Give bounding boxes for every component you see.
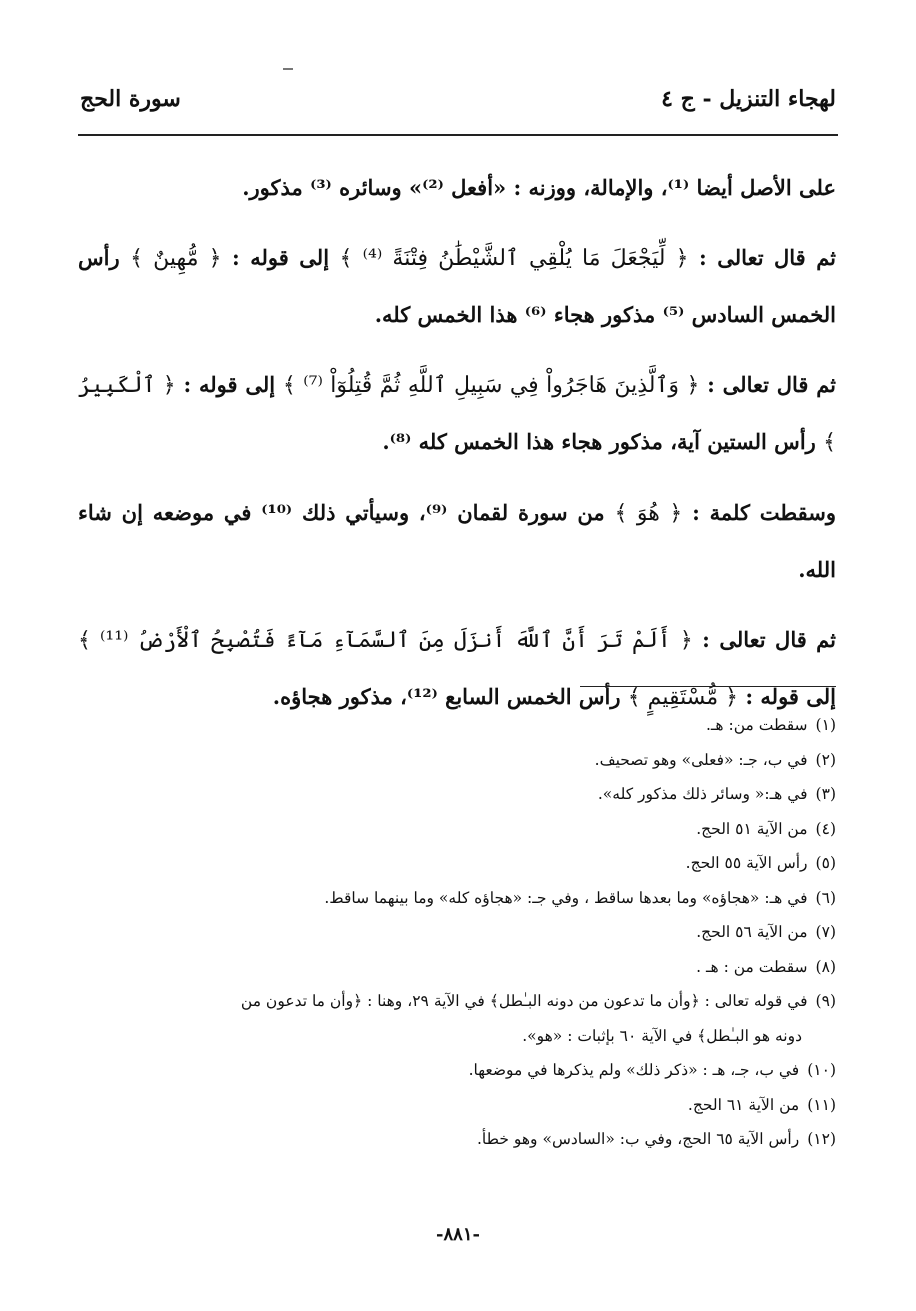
header-divider xyxy=(78,134,838,136)
footnote xyxy=(70,1088,836,1123)
paragraph-3 xyxy=(78,357,836,471)
footnote xyxy=(70,915,836,950)
footnote-text: في ب، جـ، هـ : «ذكر ذلك» ولم يذكرها في موضعها. xyxy=(468,1061,800,1079)
footnote-number: (٦) xyxy=(815,888,836,907)
footnote xyxy=(70,743,836,778)
paragraph-2 xyxy=(78,230,836,343)
footnote-text: من الآية ٥١ الحج. xyxy=(696,819,808,838)
footnote-number: (١٠) xyxy=(807,1061,836,1079)
paragraph-1 xyxy=(78,160,836,216)
footnote xyxy=(70,984,836,1019)
footnote-text: في قوله تعالى : ﴿وأن ما تدعون من دونه البـٰطل﴾ في الآية ٢٩، وهنا : ﴿وأن ما تدعون من xyxy=(240,992,808,1010)
footnote-text: في هـ:« وسائر ذلك مذكور كله». xyxy=(597,785,808,803)
paragraph-4-intro: وسقطت كلمة : xyxy=(692,500,837,525)
paragraph-5-rest: رأس الخمس السابع ⁽¹²⁾، مذكور هجاؤه. xyxy=(272,684,621,709)
footnote-number: (٢) xyxy=(815,750,836,769)
footnote-text: من الآية ٥٦ الحج. xyxy=(696,923,808,941)
footnote-text: رأس الآية ٥٥ الحج. xyxy=(685,854,808,872)
footnote-text: من الآية ٦١ الحج. xyxy=(687,1095,800,1114)
ink-speck xyxy=(283,68,293,70)
paragraph-3-to: إلى قوله : xyxy=(183,372,276,397)
footnote-text: دونه هو البـٰطل﴾ في الآية ٦٠ بإثبات : «هو». xyxy=(522,1026,802,1045)
paragraph-3-intro: ثم قال تعالى : xyxy=(707,372,837,397)
quran-verse: ﴿ مُّسْتَقِيمٍ ﴾ xyxy=(627,685,739,710)
footnote xyxy=(70,881,836,916)
footnote xyxy=(70,1053,836,1088)
footnote xyxy=(70,812,836,847)
paragraph-4-rest: من سورة لقمان ⁽⁹⁾، وسيأتي ذلك ⁽¹⁰⁾ في موضعه إن شاء الله. xyxy=(78,500,836,582)
paragraph-2-to: إلى قوله : xyxy=(232,245,330,270)
footnote-number: (٧) xyxy=(815,923,836,941)
page-number: -٨٨١- xyxy=(436,1224,480,1245)
paragraph-2-rest: رأس الخمس السادس ⁽⁵⁾ مذكور هجاء ⁽⁶⁾ هذا الخمس كله. xyxy=(78,245,836,327)
quran-verse: ﴿ وَٱلَّذِينَ هَاجَرُواْ فِي سَبِيلِ ٱللَّهِ ثُمَّ قُتِلُوٓاْ ⁽⁷⁾ ﴾ xyxy=(282,373,700,398)
footnote-number: (٩) xyxy=(815,992,836,1010)
footnote-number: (١٢) xyxy=(807,1130,836,1148)
book-title: لهجاء التنزيل - ج ٤ xyxy=(661,86,836,112)
footnote-text: في ب، جـ: «فعلى» وهو تصحيف. xyxy=(594,750,808,769)
surah-title: سورة الحج xyxy=(80,86,181,112)
footnote xyxy=(70,708,836,743)
footnote-number: (٨) xyxy=(815,957,836,976)
paragraph-5-to: إلى قوله : xyxy=(745,684,836,709)
footnote-text: سقطت من : هـ . xyxy=(696,957,808,976)
quran-verse: ﴿ أَلَمْ تَرَ أَنَّ ٱللَّهَ أَنزَلَ مِنَ ٱلسَّمَآءِ مَآءً فَتُصْبِحُ ٱلْأَرْضُ ⁽¹¹⁾ ﴾ xyxy=(78,628,693,653)
quran-verse: ﴿ مُّهِينٌ ﴾ xyxy=(130,246,222,271)
footnote-continuation xyxy=(70,1019,836,1054)
quran-verse: ﴿ لِّيَجْعَلَ مَا يُلْقِي ٱلشَّيْطَٰنُ فِتْنَةً ⁽⁴⁾ ﴾ xyxy=(339,246,689,271)
page-header xyxy=(80,86,836,126)
paragraph-3-rest: رأس الستين آية، مذكور هجاء هذا الخمس كله ⁽⁸⁾. xyxy=(382,429,816,454)
paragraph-2-intro: ثم قال تعالى : xyxy=(699,245,837,270)
paragraph-5-intro: ثم قال تعالى : xyxy=(702,627,836,652)
footnote xyxy=(70,950,836,985)
quran-verse: ﴿ هُوَ ﴾ xyxy=(614,501,683,526)
footnote xyxy=(70,846,836,881)
footnote-text: في هـ: «هجاؤه» وما بعدها ساقط ، وفي جـ: «هجاؤه كله» وما بينهما ساقط. xyxy=(324,888,808,907)
footnote-number: (٣) xyxy=(815,785,836,803)
footnote-number: (١) xyxy=(815,716,836,734)
quran-verse: ﴿ ٱلْكَبِيرُ ﴾ xyxy=(78,373,836,455)
footnote xyxy=(70,777,836,812)
footnote-number: (١١) xyxy=(807,1095,836,1114)
paragraph-1-text: على الأصل أيضا ⁽¹⁾، والإمالة، ووزنه : «أفعل ⁽²⁾» وسائره ⁽³⁾ مذكور. xyxy=(242,175,836,200)
footnote-text: رأس الآية ٦٥ الحج، وفي ب: «السادس» وهو خطأ. xyxy=(477,1130,800,1148)
footnote xyxy=(70,1122,836,1157)
footnote-number: (٥) xyxy=(815,854,836,872)
footnote-divider xyxy=(580,686,836,687)
footnote-number: (٤) xyxy=(815,819,836,838)
paragraph-4 xyxy=(78,485,836,598)
footnote-text: سقطت من: هـ. xyxy=(705,716,808,734)
main-text xyxy=(78,160,836,740)
footnotes xyxy=(70,708,836,1157)
